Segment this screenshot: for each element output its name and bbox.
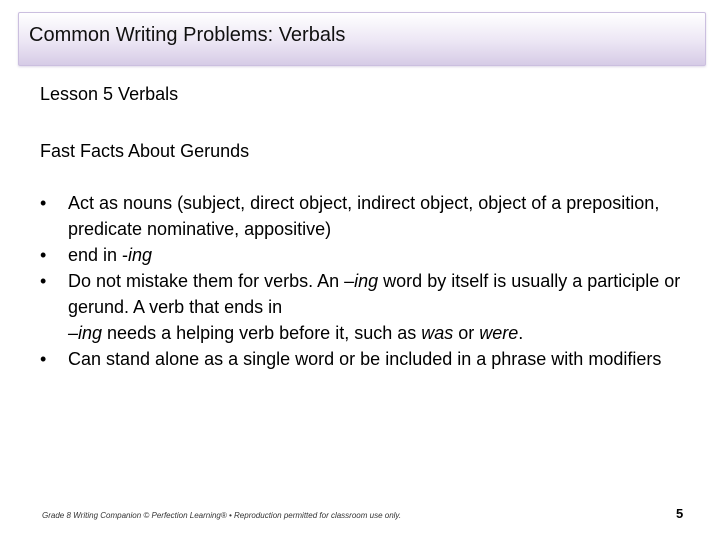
bullet-item — [40, 190, 690, 242]
slide-title: Common Writing Problems: Verbals — [29, 24, 346, 46]
bullet-marker: • — [40, 245, 47, 265]
bullet-text: end in - — [68, 245, 129, 265]
bullet-text: Do not mistake them for verbs. An – — [68, 271, 355, 291]
bullet-item — [40, 346, 690, 372]
bullet-text-italic: ing — [354, 271, 379, 291]
bullet-text: or — [453, 323, 480, 343]
bullet-text: word by itself is usually a participle or gerund. A verb that ends in — [68, 271, 681, 317]
bullet-item — [40, 268, 690, 346]
lesson-label: Lesson 5 Verbals — [40, 84, 179, 104]
title-bar — [18, 12, 706, 66]
bullet-text-italic: –ing — [68, 323, 103, 343]
bullet-item — [40, 242, 690, 268]
bullet-text: Act as nouns (subject, direct object, indirect object, object of a preposition, predicate nominative, appositive) — [68, 193, 660, 239]
footer-copyright: Grade 8 Writing Companion © Perfection Learning® • Reproduction permitted for classroom use only. — [42, 511, 402, 520]
section-heading: Fast Facts About Gerunds — [40, 141, 250, 161]
bullet-marker: • — [40, 193, 47, 213]
bullet-text: . — [518, 323, 524, 343]
bullet-text-italic: were — [479, 323, 519, 343]
bullet-text: needs a helping verb before it, such as — [102, 323, 422, 343]
bullet-text-italic: ing — [128, 245, 153, 265]
bullet-marker: • — [40, 349, 47, 369]
bullet-text: Can stand alone as a single word or be included in a phrase with modifiers — [68, 349, 662, 369]
bullet-list — [40, 190, 690, 372]
bullet-text-italic: was — [421, 323, 454, 343]
page-number: 5 — [676, 506, 684, 521]
bullet-marker: • — [40, 271, 47, 291]
